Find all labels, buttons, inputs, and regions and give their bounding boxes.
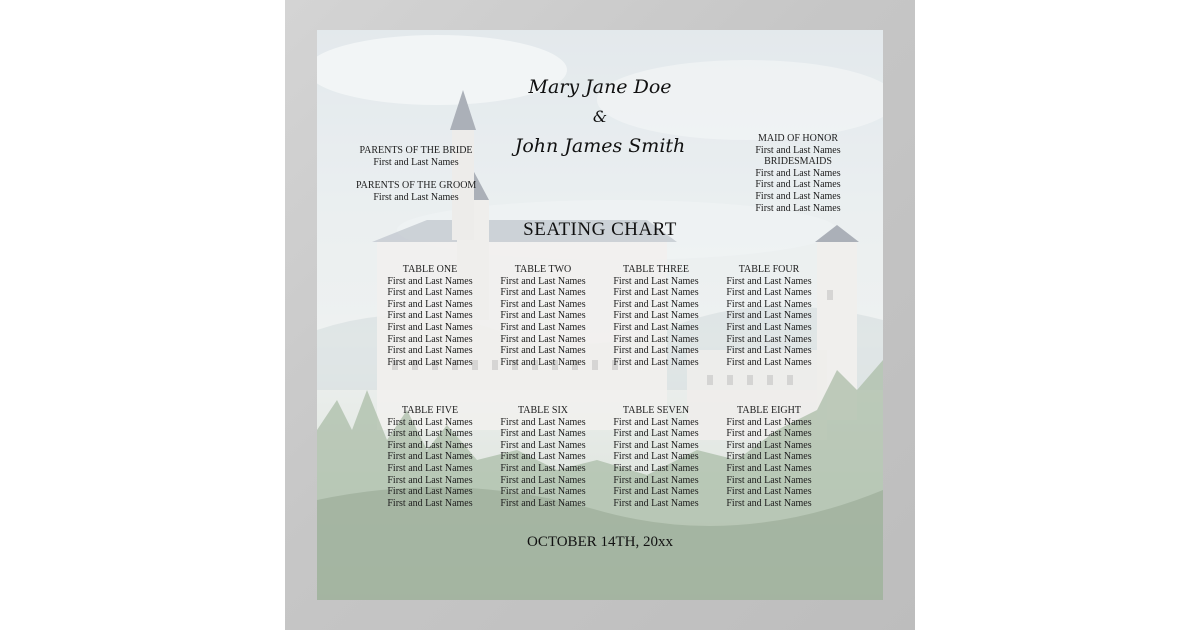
bridesmaids-label: BRIDESMAIDS [764,156,832,168]
guest-name: First and Last Names [613,298,699,310]
bridesmaid-name: First and Last Names [755,167,841,179]
table-name: TABLE THREE [623,264,689,275]
guest-name: First and Last Names [613,356,699,368]
guest-name: First and Last Names [726,497,812,509]
guest-name: First and Last Names [726,298,812,310]
guest-name: First and Last Names [387,298,473,310]
table-name: TABLE SEVEN [622,405,690,416]
guest-name: First and Last Names [726,310,812,322]
table-name: TABLE ONE [402,264,458,275]
guest-name: First and Last Names [613,321,699,333]
guest-name: First and Last Names [387,474,473,486]
guest-name: First and Last Names [387,345,473,357]
guest-name: First and Last Names [613,486,699,498]
table-name: TABLE SIX [517,405,569,416]
bridesmaid-name: First and Last Names [755,202,841,214]
guest-name: First and Last Names [613,333,699,345]
groom-name: John James Smith [514,135,686,157]
table-name: TABLE FOUR [738,264,800,275]
bridesmaid-name: First and Last Names [755,179,841,191]
guest-name: First and Last Names [726,275,812,287]
guest-name: First and Last Names [500,451,586,463]
guest-name: First and Last Names [500,298,586,310]
guest-name: First and Last Names [500,497,586,509]
guest-name: First and Last Names [726,439,812,451]
guest-name: First and Last Names [726,333,812,345]
guest-name: First and Last Names [387,310,473,322]
guest-name: First and Last Names [613,451,699,463]
guest-name: First and Last Names [500,462,586,474]
seating-chart-title: SEATING CHART [523,219,677,240]
bridesmaid-name: First and Last Names [755,190,841,202]
guest-name: First and Last Names [500,474,586,486]
guest-name: First and Last Names [500,416,586,428]
guest-name: First and Last Names [726,451,812,463]
guest-name: First and Last Names [613,345,699,357]
table-four [714,264,824,368]
guest-name: First and Last Names [613,439,699,451]
guest-name: First and Last Names [726,428,812,440]
guest-name: First and Last Names [387,439,473,451]
guest-name: First and Last Names [726,321,812,333]
guest-name: First and Last Names [500,356,586,368]
guest-name: First and Last Names [613,287,699,299]
table-name: TABLE EIGHT [737,405,801,416]
table-one [375,264,485,368]
bride-parents-label: PARENTS OF THE BRIDE [359,145,473,156]
groom-parents-label: PARENTS OF THE GROOM [356,180,477,192]
guest-name: First and Last Names [613,428,699,440]
ampersand: & [592,107,608,126]
guest-name: First and Last Names [726,474,812,486]
guest-name: First and Last Names [387,497,473,509]
table-five [375,405,485,509]
guest-name: First and Last Names [726,486,812,498]
guest-name: First and Last Names [500,275,586,287]
guest-name: First and Last Names [613,474,699,486]
guest-name: First and Last Names [726,416,812,428]
guest-name: First and Last Names [387,486,473,498]
table-three [601,264,711,368]
guest-name: First and Last Names [387,287,473,299]
guest-name: First and Last Names [613,497,699,509]
table-name: TABLE FIVE [401,405,459,416]
guest-name: First and Last Names [387,333,473,345]
maid-of-honor-label: MAID OF HONOR [757,133,838,144]
guest-name: First and Last Names [500,333,586,345]
table-eight [714,405,824,509]
guest-name: First and Last Names [613,462,699,474]
guest-name: First and Last Names [613,275,699,287]
guest-name: First and Last Names [613,416,699,428]
guest-name: First and Last Names [500,428,586,440]
guest-name: First and Last Names [613,310,699,322]
wedding-date: OCTOBER 14TH, 20xx [527,534,673,550]
guest-name: First and Last Names [500,287,586,299]
guest-name: First and Last Names [500,321,586,333]
guest-name: First and Last Names [726,462,812,474]
parents-block [356,145,476,203]
table-name: TABLE TWO [514,264,572,275]
guest-name: First and Last Names [726,345,812,357]
guest-name: First and Last Names [500,310,586,322]
guest-name: First and Last Names [387,451,473,463]
guest-name: First and Last Names [500,486,586,498]
maid-of-honor-names: First and Last Names [755,144,841,156]
wedding-party-block [738,133,858,214]
guest-name: First and Last Names [387,428,473,440]
table-six [488,405,598,509]
bride-name: Mary Jane Doe [528,76,672,98]
table-seven [601,405,711,509]
bride-parents-names: First and Last Names [373,156,459,168]
guest-name: First and Last Names [387,275,473,287]
guest-name: First and Last Names [726,356,812,368]
table-two [488,264,598,368]
groom-parents-names: First and Last Names [373,191,459,203]
guest-name: First and Last Names [387,416,473,428]
guest-name: First and Last Names [387,462,473,474]
guest-name: First and Last Names [500,345,586,357]
guest-name: First and Last Names [726,287,812,299]
guest-name: First and Last Names [500,439,586,451]
guest-name: First and Last Names [387,356,473,368]
guest-name: First and Last Names [387,321,473,333]
